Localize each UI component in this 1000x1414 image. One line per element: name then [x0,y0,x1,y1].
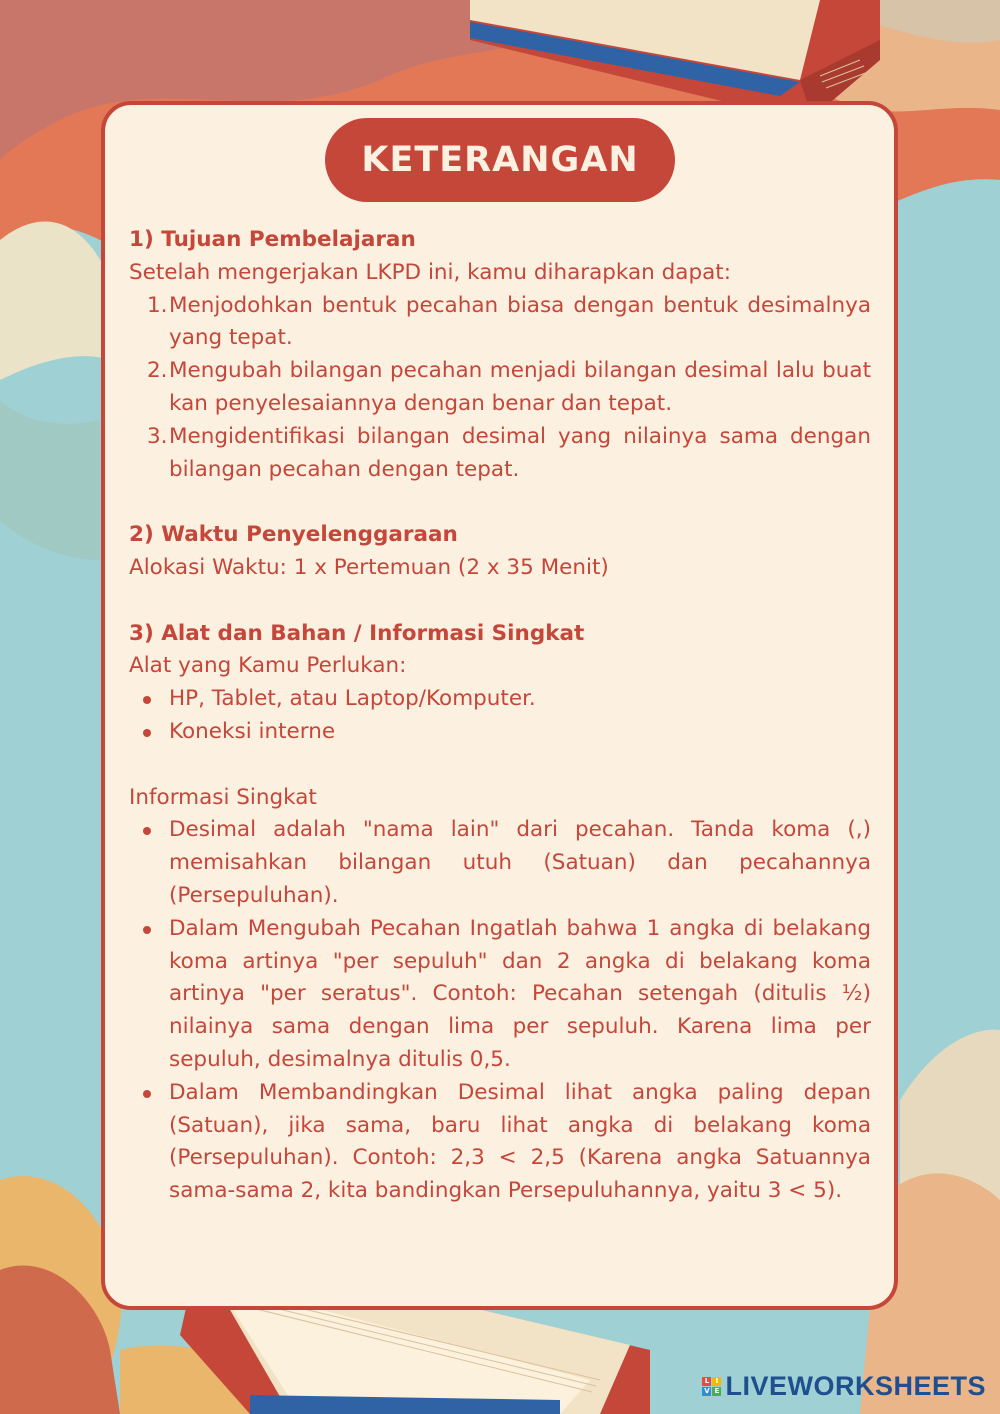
info-label: Informasi Singkat [129,784,317,810]
liveworksheets-logo-icon: L I V E [702,1377,721,1396]
list-item-text: Mengidentifikasi bilangan desimal yang nilainya sama dengan bilangan pecahan dengan tepat. [169,423,871,482]
list-item-text: Dalam Membandingkan Desimal lihat angka paling depan (Satuan), jika sama, baru lihat angka di belakang koma (Persepuluhan). Contoh: 2,3 < 2,5 (Karena angka Satuannya sama-sama 2, kita bandingkan Persepuluhannya, yaitu 3 < 5). [169,1079,871,1204]
bullet-icon [143,729,151,737]
bullet-icon [143,1090,151,1098]
list-item-text: Menjodohkan bentuk pecahan biasa dengan bentuk desimalnya yang tepat. [169,292,871,351]
list-number: 3. [147,423,168,449]
page-title: KETERANGAN [325,118,675,202]
section-heading-alat: 3) Alat dan Bahan / Informasi Singkat [129,620,585,646]
list-item [129,683,871,716]
list-item-text: Mengubah bilangan pecahan menjadi bilangan desimal lalu buat kan penyelesaiannya dengan benar dan tepat. [169,358,871,416]
objectives-list [129,290,871,487]
list-number: 2. [147,358,168,384]
list-item [129,1077,871,1208]
list-item [129,913,871,1077]
list-item [129,290,871,356]
bullet-icon [143,926,151,934]
bullet-icon [143,827,151,835]
list-item [129,814,871,912]
info-list [129,814,871,1208]
list-item [129,421,871,487]
content-body [129,224,871,1208]
tools-list [129,683,871,749]
section-intro: Setelah mengerjakan LKPD ini, kamu diharapkan dapat: [129,259,731,285]
bullet-icon [143,696,151,704]
list-item-text: Dalam Mengubah Pecahan Ingatlah bahwa 1 angka di belakang koma artinya "per sepuluh" dan 2 angka di belakang koma artinya "per seratus". Contoh: Pecahan setengah (ditulis ½) nilainya sama dengan lima per sepuluh. Karena lima per sepuluh, desimalnya ditulis 0,5. [169,915,871,1072]
list-item [129,355,871,421]
list-item-text: HP, Tablet, atau Laptop/Komputer. [169,686,536,712]
section-heading-waktu: 2) Waktu Penyelenggaraan [129,522,458,548]
logo-text: LIVEWORKSHEETS [725,1371,986,1401]
list-number: 1. [147,292,168,318]
liveworksheets-logo [702,1371,986,1402]
tools-label: Alat yang Kamu Perlukan: [129,653,407,679]
list-item-text: Desimal adalah "nama lain" dari pecahan. Tanda koma (,) memisahkan bilangan utuh (Satuan) dan pecahannya (Persepuluhan). [169,817,871,908]
time-allocation: Alokasi Waktu: 1 x Pertemuan (2 x 35 Menit) [129,554,609,580]
list-item [129,716,871,749]
section-heading-tujuan: 1) Tujuan Pembelajaran [129,227,416,252]
list-item-text: Koneksi interne [169,718,336,744]
